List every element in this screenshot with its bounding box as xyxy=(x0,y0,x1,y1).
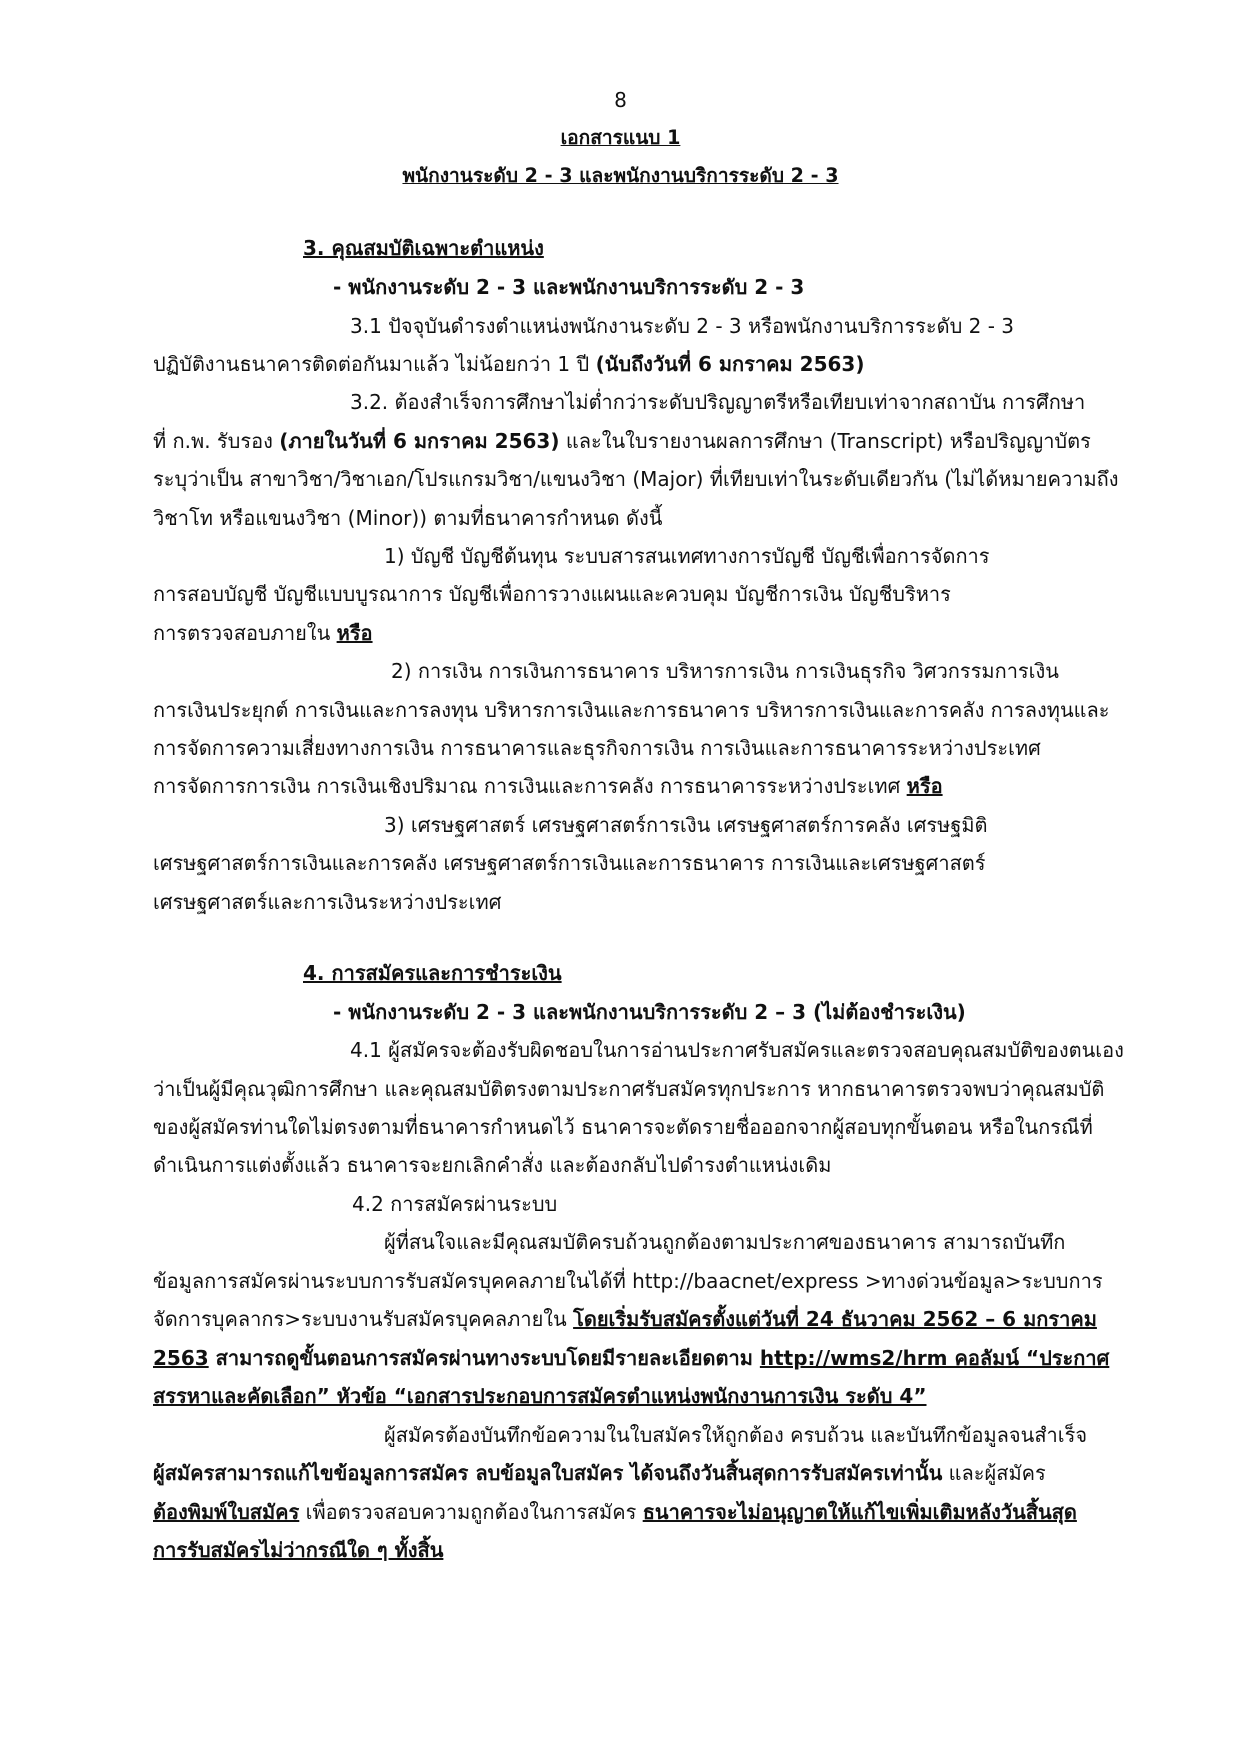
section-4-heading: 4. การสมัครและการชำระเงิน xyxy=(303,961,562,985)
paragraph-4-3-line: ผู้สมัครต้องบันทึกข้อความในใบสมัครให้ถูกต้อง ครบถ้วน และบันทึกข้อมูลจนสำเร็จ xyxy=(384,1423,1088,1447)
paragraph-3-2-line: วิชาโท หรือแขนงวิชา (Minor)) ตามที่ธนาคารกำหนด ดังนี้ xyxy=(153,506,663,530)
list-item-2-line: 2) การเงิน การเงินการธนาคาร บริหารการเงิน การเงินธุรกิจ วิศวกรรมการเงิน xyxy=(391,659,1059,683)
paragraph-4-3-line: ผู้สมัครสามารถแก้ไขข้อมูลการสมัคร ลบข้อมูลใบสมัคร ได้จนถึงวันสิ้นสุดการรับสมัครเท่านั้น และผู้สมัคร xyxy=(153,1461,1046,1485)
paragraph-3-1-line: ปฏิบัติงานธนาคารติดต่อกันมาแล้ว ไม่น้อยกว่า 1 ปี (นับถึงวันที่ 6 มกราคม 2563) xyxy=(153,352,865,376)
section-3-subheading: - พนักงานระดับ 2 - 3 และพนักงานบริการระดับ 2 - 3 xyxy=(333,275,805,299)
attachment-title: เอกสารแนบ 1 xyxy=(560,126,681,149)
list-item-1-line: การตรวจสอบภายใน หรือ xyxy=(153,621,373,645)
paragraph-4-2-line: ผู้ที่สนใจและมีคุณสมบัติครบถ้วนถูกต้องตามประกาศของธนาคาร สามารถบันทึก xyxy=(384,1230,1066,1254)
section-4-subheading: - พนักงานระดับ 2 - 3 และพนักงานบริการระดับ 2 – 3 (ไม่ต้องชำระเงิน) xyxy=(333,1000,966,1024)
list-item-1-line: การสอบบัญชี บัญชีแบบบูรณาการ บัญชีเพื่อการวางแผนและควบคุม บัญชีการเงิน บัญชีบริหาร xyxy=(153,582,951,606)
list-item-1-line: 1) บัญชี บัญชีต้นทุน ระบบสารสนเทศทางการบัญชี บัญชีเพื่อการจัดการ xyxy=(384,544,990,568)
paragraph-3-2-line: 3.2. ต้องสำเร็จการศึกษาไม่ต่ำกว่าระดับปริญญาตรีหรือเทียบเท่าจากสถาบัน การศึกษา xyxy=(350,390,1086,414)
list-item-2-line: การจัดการการเงิน การเงินเชิงปริมาณ การเงินและการคลัง การธนาคารระหว่างประเทศ หรือ xyxy=(153,774,943,798)
paragraph-4-1-line: 4.1 ผู้สมัครจะต้องรับผิดชอบในการอ่านประกาศรับสมัครและตรวจสอบคุณสมบัติของตนเอง xyxy=(350,1038,1124,1062)
paragraph-4-1-line: ว่าเป็นผู้มีคุณวุฒิการศึกษา และคุณสมบัติตรงตามประกาศรับสมัครทุกประการ หากธนาคารตรวจพบว่าคุณสมบัติ xyxy=(153,1077,1105,1101)
paragraph-3-2-line: ระบุว่าเป็น สาขาวิชา/วิชาเอก/โปรแกรมวิชา/แขนงวิชา (Major) ที่เทียบเท่าในระดับเดียวกัน (ไม่ได้หมายความถึง xyxy=(153,467,1119,491)
paragraph-4-2-line: สรรหาและคัดเลือก” หัวข้อ “เอกสารประกอบการสมัครตำแหน่งพนักงานการเงิน ระดับ 4” xyxy=(153,1384,927,1408)
list-item-2-line: การเงินประยุกต์ การเงินและการลงทุน บริหารการเงินและการธนาคาร บริหารการเงินและการคลัง การลงทุนและ xyxy=(153,698,1110,722)
paragraph-4-2-line: 2563 สามารถดูขั้นตอนการสมัครผ่านทางระบบโดยมีรายละเอียดตาม http://wms2/hrm คอลัมน์ “ประกาศ xyxy=(153,1346,1110,1370)
list-item-2-line: การจัดการความเสี่ยงทางการเงิน การธนาคารและธุรกิจการเงิน การเงินและการธนาคารระหว่างประเทศ xyxy=(153,736,1041,760)
list-item-3-line: เศรษฐศาสตร์และการเงินระหว่างประเทศ xyxy=(153,890,502,914)
paragraph-3-2-line: ที่ ก.พ. รับรอง (ภายในวันที่ 6 มกราคม 2563) และในใบรายงานผลการศึกษา (Transcript) หรือปริญญาบัตร xyxy=(153,429,1091,453)
paragraph-4-3-line: การรับสมัครไม่ว่ากรณีใด ๆ ทั้งสิ้น xyxy=(153,1538,444,1562)
paragraph-4-1-line: ดำเนินการแต่งตั้งแล้ว ธนาคารจะยกเลิกคำสั่ง และต้องกลับไปดำรงตำแหน่งเดิม xyxy=(153,1153,832,1177)
paragraph-4-1-line: ของผู้สมัครท่านใดไม่ตรงตามที่ธนาคารกำหนดไว้ ธนาคารจะตัดรายชื่อออกจากผู้สอบทุกขั้นตอน หรือในกรณีที่ xyxy=(153,1115,1093,1139)
page-number: 8 xyxy=(614,88,627,112)
list-item-3-line: 3) เศรษฐศาสตร์ เศรษฐศาสตร์การเงิน เศรษฐศาสตร์การคลัง เศรษฐมิติ xyxy=(384,813,988,837)
hrm-link[interactable]: http://wms2/hrm คอลัมน์ “ประกาศ xyxy=(759,1346,1110,1370)
paragraph-4-3-line: ต้องพิมพ์ใบสมัคร เพื่อตรวจสอบความถูกต้องในการสมัคร ธนาคารจะไม่อนุญาตให้แก้ไขเพิ่มเติมหลังวันสิ้นสุด xyxy=(153,1500,1077,1524)
paragraph-4-2-line: ข้อมูลการสมัครผ่านระบบการรับสมัครบุคคลภายในได้ที่ http://baacnet/express >ทางด่วนข้อมูล>ระบบการ xyxy=(153,1269,1103,1293)
paragraph-3-1-line: 3.1 ปัจจุบันดำรงตำแหน่งพนักงานระดับ 2 - 3 หรือพนักงานบริการระดับ 2 - 3 xyxy=(350,314,1015,338)
attachment-subtitle: พนักงานระดับ 2 - 3 และพนักงานบริการระดับ 2 - 3 xyxy=(402,164,839,187)
paragraph-4-2-title: 4.2 การสมัครผ่านระบบ xyxy=(352,1192,558,1216)
list-item-3-line: เศรษฐศาสตร์การเงินและการคลัง เศรษฐศาสตร์การเงินและการธนาคาร การเงินและเศรษฐศาสตร์ xyxy=(153,851,986,875)
paragraph-4-2-line: จัดการบุคลากร>ระบบงานรับสมัครบุคคลภายใน โดยเริ่มรับสมัครตั้งแต่วันที่ 24 ธันวาคม 2562 – 6 มกราคม xyxy=(153,1307,1097,1331)
section-3-heading: 3. คุณสมบัติเฉพาะตำแหน่ง xyxy=(303,236,544,260)
